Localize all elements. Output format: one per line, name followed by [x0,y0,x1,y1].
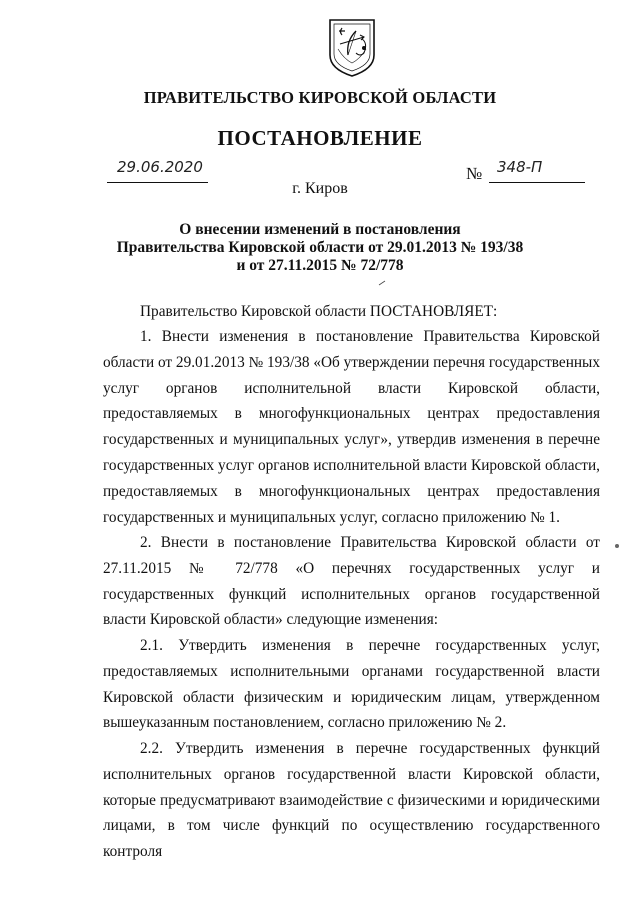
subject-line-3: и от 27.11.2015 № 72/778 [236,257,404,274]
paragraph-2 [103,530,600,633]
kirov-region-coat-of-arms-icon [326,17,378,79]
paragraph-2-text: 2. Внести в постановление Правительства Кировской области от 27.11.2015 № 72/778 «О перечнях государственных услуг и государственных функций исполнительных органов государственной власти Кировской области» следующие изменения: [103,534,600,629]
document-number: 348-П [497,158,543,176]
paragraph-2-1-text: 2.1. Утвердить изменения в перечне государственных услуг, предоставляемых исполнительными органами государственной власти Кировской области физическим и юридическим лицам, утвержденном вышеуказанным постановлением, согласно приложению № 2. [103,637,600,732]
document-subject [0,221,640,275]
document-date: 29.06.2020 [117,158,203,176]
paragraph-2-2-text: 2.2. Утвердить изменения в перечне государственных функций исполнительных органов государственной власти Кировской области, которые предусматривают взаимодействие с физическими и юридическими лицами, в том числе функций по осуществлению государственного контроля [103,740,600,861]
resolution-intro [103,299,600,325]
city: г. Киров [292,180,348,197]
subject-line-2: Правительства Кировской области от 29.01.2013 № 193/38 [116,239,524,256]
intro-text: Правительство Кировской области ПОСТАНОВЛЯЕТ: [140,303,498,320]
margin-dot [615,544,619,548]
paragraph-2-1 [103,633,600,736]
subject-line-1: О внесении изменений в постановления [179,221,461,238]
document-type-title: ПОСТАНОВЛЕНИЕ [217,126,423,150]
paragraph-2-2 [103,736,600,865]
pen-mark [378,280,386,286]
paragraph-1-text: 1. Внести изменения в постановление Правительства Кировской области от 29.01.2013 № 193/38 «Об утверждении перечня государственных услуг органов исполнительной власти Кировской области, предоставляемых в многофункциональных центрах предоставления государственных и муниципальных услуг», утвердив изменения в перечне государственных услуг органов исполнительной власти Кировской области, предоставляемых в многофункциональных центрах предоставления государственных и муниципальных услуг, согласно приложению № 1. [103,328,600,526]
organization-title: ПРАВИТЕЛЬСТВО КИРОВСКОЙ ОБЛАСТИ [143,88,497,107]
paragraph-1 [103,324,600,530]
number-label: № [466,164,483,183]
